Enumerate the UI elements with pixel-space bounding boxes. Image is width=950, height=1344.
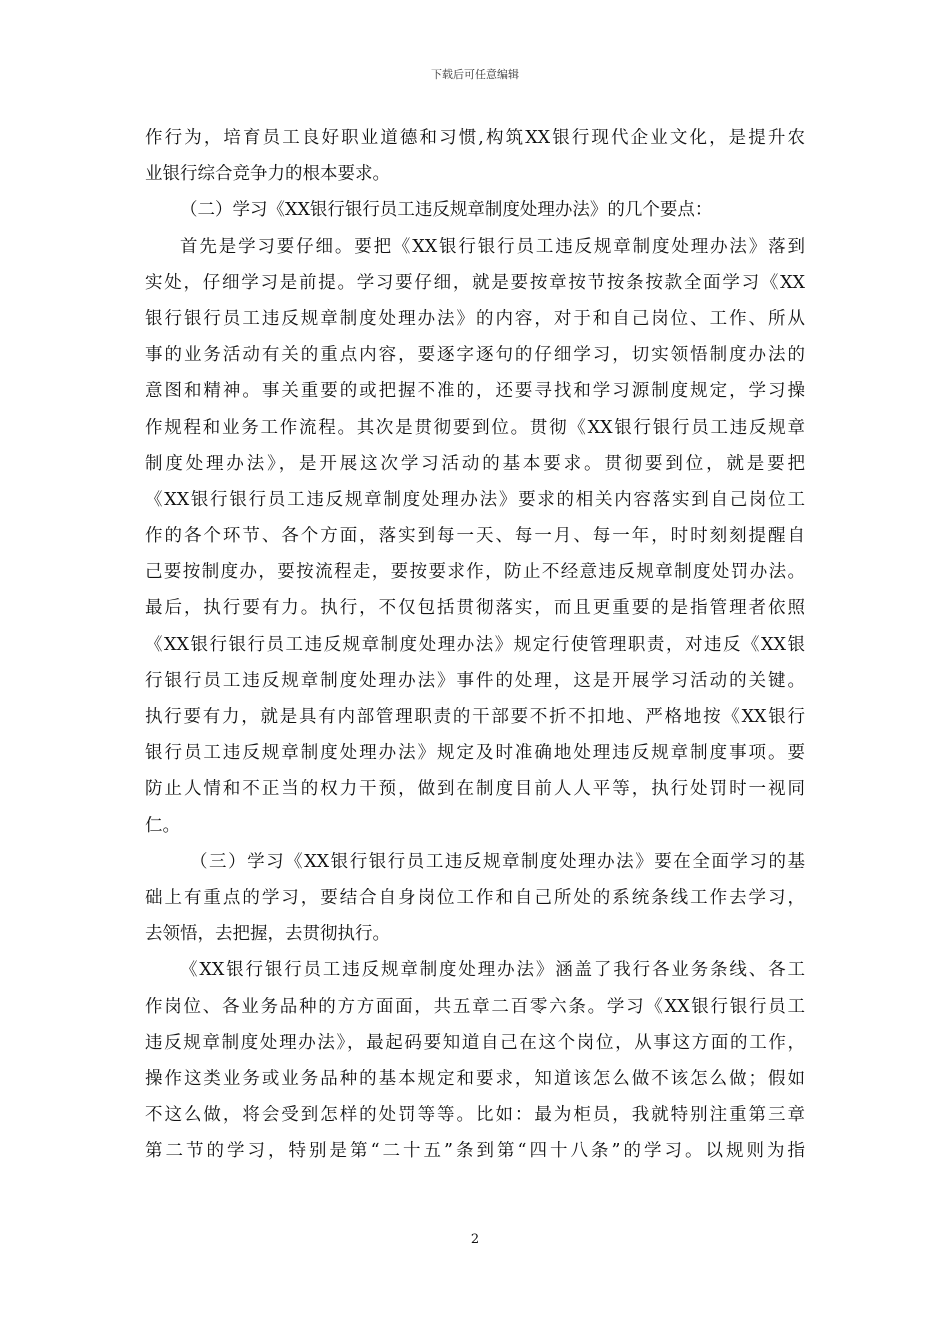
text-line: 作规程和业务工作流程。其次是贯彻要到位。贯彻《XX银行银行员工违反规章 xyxy=(145,417,805,438)
text-line: 第二节的学习，特别是第“二十五”条到第“四十八条”的学习。以规则为指 xyxy=(145,1141,805,1162)
text-line: 业银行综合竞争力的根本要求。 xyxy=(145,164,390,185)
text-line: 银行银行员工违反规章制度处理办法》的内容，对于和自己岗位、工作、所从 xyxy=(145,308,805,329)
text-line: 作的各个环节、各个方面，落实到每一天、每一月、每一年，时时刻刻提醒自 xyxy=(145,526,805,547)
text-line: 仁。 xyxy=(145,815,180,836)
text-line: 作行为，培育员工良好职业道德和习惯,构筑XX银行现代企业文化，是提升农 xyxy=(145,128,805,148)
text-line: 去领悟，去把握，去贯彻执行。 xyxy=(145,924,390,945)
text-line: 防止人情和不正当的权力干预，做到在制度目前人人平等，执行处罚时一视同 xyxy=(145,779,805,800)
text-line: 执行要有力，就是具有内部管理职责的干部要不折不扣地、严格地按《XX银行 xyxy=(145,707,805,727)
text-line: 意图和精神。事关重要的或把握不准的，还要寻找和学习源制度规定，学习操 xyxy=(145,381,805,402)
text-line: 《XX银行银行员工违反规章制度处理办法》要求的相关内容落实到自己岗位工 xyxy=(145,489,805,510)
text-line: 《XX银行银行员工违反规章制度处理办法》规定行使管理职责，对违反《XX银 xyxy=(145,634,805,655)
document-body xyxy=(145,120,805,1169)
section-heading: （二）学习《XX银行银行员工违反规章制度处理办法》的几个要点： xyxy=(180,200,713,221)
text-line: 础上有重点的学习，要结合自身岗位工作和自己所处的系统条线工作去学习， xyxy=(145,887,805,908)
text-line: 违反规章制度处理办法》，最起码要知道自己在这个岗位，从事这方面的工作， xyxy=(145,1032,805,1053)
text-line: 操作这类业务或业务品种的基本规定和要求，知道该怎么做不该怎么做；假如 xyxy=(145,1068,805,1089)
text-line: 己要按制度办，要按流程走，要按要求作，防止不经意违反规章制度处罚办法。 xyxy=(145,562,805,583)
page-number: 2 xyxy=(470,1232,480,1247)
text-line: 行银行员工违反规章制度处理办法》事件的处理，这是开展学习活动的关键。 xyxy=(145,670,805,691)
page-header: 下载后可任意编辑 xyxy=(431,68,519,81)
text-line: 作岗位、各业务品种的方方面面，共五章二百零六条。学习《XX银行银行员工 xyxy=(145,996,805,1017)
text-line: 制度处理办法》，是开展这次学习活动的基本要求。贯彻要到位，就是要把 xyxy=(145,453,805,474)
text-line: 首先是学习要仔细。要把《XX银行银行员工违反规章制度处理办法》落到 xyxy=(180,236,805,257)
text-line: 事的业务活动有关的重点内容，要逐字逐句的仔细学习，切实领悟制度办法的 xyxy=(145,345,805,366)
text-line: 不这么做，将会受到怎样的处罚等等。比如：最为柜员，我就特别注重第三章 xyxy=(145,1105,805,1126)
text-line: 最后，执行要有力。执行，不仅包括贯彻落实，而且更重要的是指管理者依照 xyxy=(145,598,805,619)
text-line: 实处，仔细学习是前提。学习要仔细，就是要按章按节按条按款全面学习《XX xyxy=(145,272,805,293)
text-line: 《XX银行银行员工违反规章制度处理办法》涵盖了我行各业务条线、各工 xyxy=(180,960,805,981)
section-heading: （三）学习《XX银行银行员工违反规章制度处理办法》要在全面学习的基 xyxy=(190,851,805,872)
text-line: 银行员工违反规章制度处理办法》规定及时准确地处理违反规章制度事项。要 xyxy=(145,743,805,764)
